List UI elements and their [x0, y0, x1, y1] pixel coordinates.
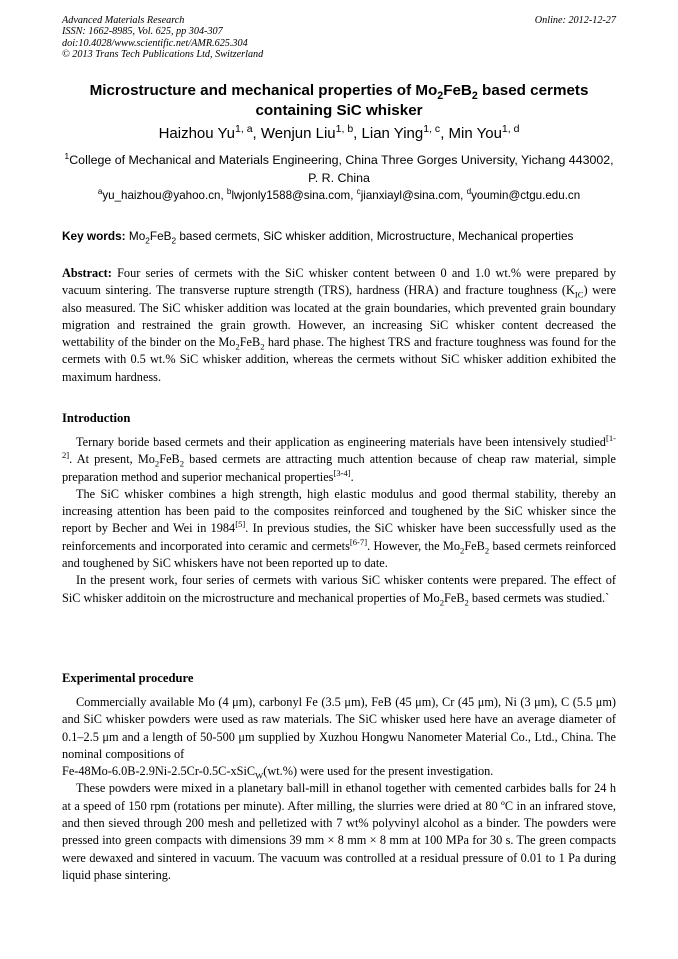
title-subscript: 2 [437, 90, 444, 103]
title-text: Microstructure and mechanical properties of Mo [89, 82, 438, 99]
title-subscript: 2 [471, 90, 478, 103]
citation[interactable]: [5] [235, 519, 246, 530]
citation[interactable]: [1-2] [62, 432, 616, 461]
paragraph: Fe-48Mo-6.0B-2.9Ni-2.5Cr-0.5C-xSiC$_W$(wt.%) were used for the present investigation. [62, 764, 494, 781]
keywords: Key words: $Mo_2FeB_2$ based cermets, SiC whisker addition, Microstructure, Mechanical properties [62, 229, 574, 246]
doi-line: doi:10.4028/www.scientific.net/AMR.625.304 [62, 37, 248, 49]
email[interactable]: $^a$yu_haizhou@yahoo.cn [97, 187, 221, 202]
paragraph: Ternary boride based cermets and their application as engineering materials have been intensively studied[1-2]. At present, $Mo_2FeB_2$ based cermets are attracting much attention because of cheap raw material, simple preparation method and superior mechanical properties[3-4]. [62, 432, 616, 484]
introduction-heading: Introduction [62, 411, 131, 425]
copyright-line: © 2013 Trans Tech Publications Ltd, Switzerland [62, 49, 264, 61]
paragraph: The SiC whisker combines a high strength, high elastic modulus and good thermal stability, thereby an increasing attention has been paid to the composites reinforced and toughened by the SiC whisker since the report by Becher and Wei in 1984[5]. In previous studies, the SiC whisker have been successfully used as the reinforcements and incorporated into ceramic and cermets[6-7]. However, the $Mo_2FeB_2$ based cermets reinforced and toughened by SiC whiskers have not been reported up to date. [62, 486, 616, 571]
abstract-label: Abstract: [62, 266, 112, 280]
issn-line: ISSN: 1662-8985, Vol. 625, pp 304-307 [62, 26, 223, 38]
paper-title [62, 81, 616, 120]
paragraph: In the present work, four series of cermets with various SiC whisker contents were prepared. The effect of SiC whisker additoin on the microstructure and mechanical properties of $Mo_2FeB_2$ based cermets was studied.` [62, 573, 616, 608]
email[interactable]: $^b$lwjonly1588@sina.com [226, 187, 351, 202]
paragraph: These powders were mixed in a planetary ball-mill in ethanol together with cemented carbides balls for 24 h at a speed of 150 rpm (rotations per minute). After milling, the slurries were dried at 80 ºC in an infrared stove, and then sieved through 200 mesh and pelletized with 7 wt% polyvinyl alcohol as a binder. The powders were pressed into green compacts with dimensions 39 mm × 8 mm × 8 mm at 100 MPa for 30 s. The green compacts were dewaxed and sintered in vacuum. The vacuum was controlled at a residual pressure of 0.01 to 1 Pa during liquid phase sintering. [62, 781, 616, 882]
citation[interactable]: [3-4] [333, 467, 351, 478]
introduction-section [62, 434, 616, 607]
journal-header [62, 15, 616, 61]
online-date: Online: 2012-12-27 [534, 15, 616, 26]
title-line-2: containing SiC whisker [255, 101, 423, 119]
affiliation: $^1$College of Mechanical and Materials Engineering, China Three Gorges University, Yichang 443002, P. R. China [64, 150, 614, 185]
title-text: based cermets [477, 82, 589, 99]
keywords-label: Key words: [62, 229, 126, 243]
email[interactable]: $^d$youmin@ctgu.edu.cn [466, 187, 581, 202]
citation[interactable]: [6-7] [349, 536, 368, 547]
author: Wenjun Liu$^{1, b}$, [260, 123, 362, 142]
title-text: FeB [443, 82, 472, 99]
author: Lian Ying$^{1, c}$, [361, 123, 449, 142]
author: Haizhou Yu$^{1, a}$, [158, 123, 261, 142]
email[interactable]: $^c$jianxiayl@sina.com [356, 187, 461, 202]
author: Min You$^{1, d}$ [448, 123, 520, 142]
paragraph: Commercially available Mo (4 μm), carbonyl Fe (3.5 μm), FeB (45 μm), Cr (45 μm), Ni (3 μm), C (5.5 μm) and SiC whisker powders were used as raw materials. The SiC whisker used here have an average diameter of 0.1–2.5 μm and a length of 50-500 μm supplied by Xuzhou Hongwu Nanometer Material Co., Ltd., China. The nominal compositions of [62, 695, 616, 761]
email-list: $^a$yu_haizhou@yahoo.cn, $^b$lwjonly1588@sina.com, $^c$jianxiayl@sina.com, $^d$youmin@ctgu.edu.cn [97, 187, 581, 202]
author-list [62, 124, 616, 144]
experimental-section [62, 694, 616, 884]
experimental-heading: Experimental procedure [62, 671, 194, 685]
abstract: Abstract: Four series of cermets with the SiC whisker content between 0 and 1.0 wt.% were prepared by vacuum sintering. The transverse rupture strength (TRS), hardness (HRA) and fracture toughness $(K_{IC})$ were also measured. The SiC whisker addition was located at the grain boundaries, which prevented grain boundary migration and restrained the grain growth. However, an increasing SiC whisker content decreased the wettability of the binder on the $Mo_2FeB_2$ hard phase. The highest TRS and fracture toughness was found for the cermets with 0.5 wt.% SiC whisker addition, whereas the cermets without SiC whisker addition exhibited the maximum hardness. [62, 266, 617, 384]
journal-name: Advanced Materials Research [62, 15, 185, 26]
